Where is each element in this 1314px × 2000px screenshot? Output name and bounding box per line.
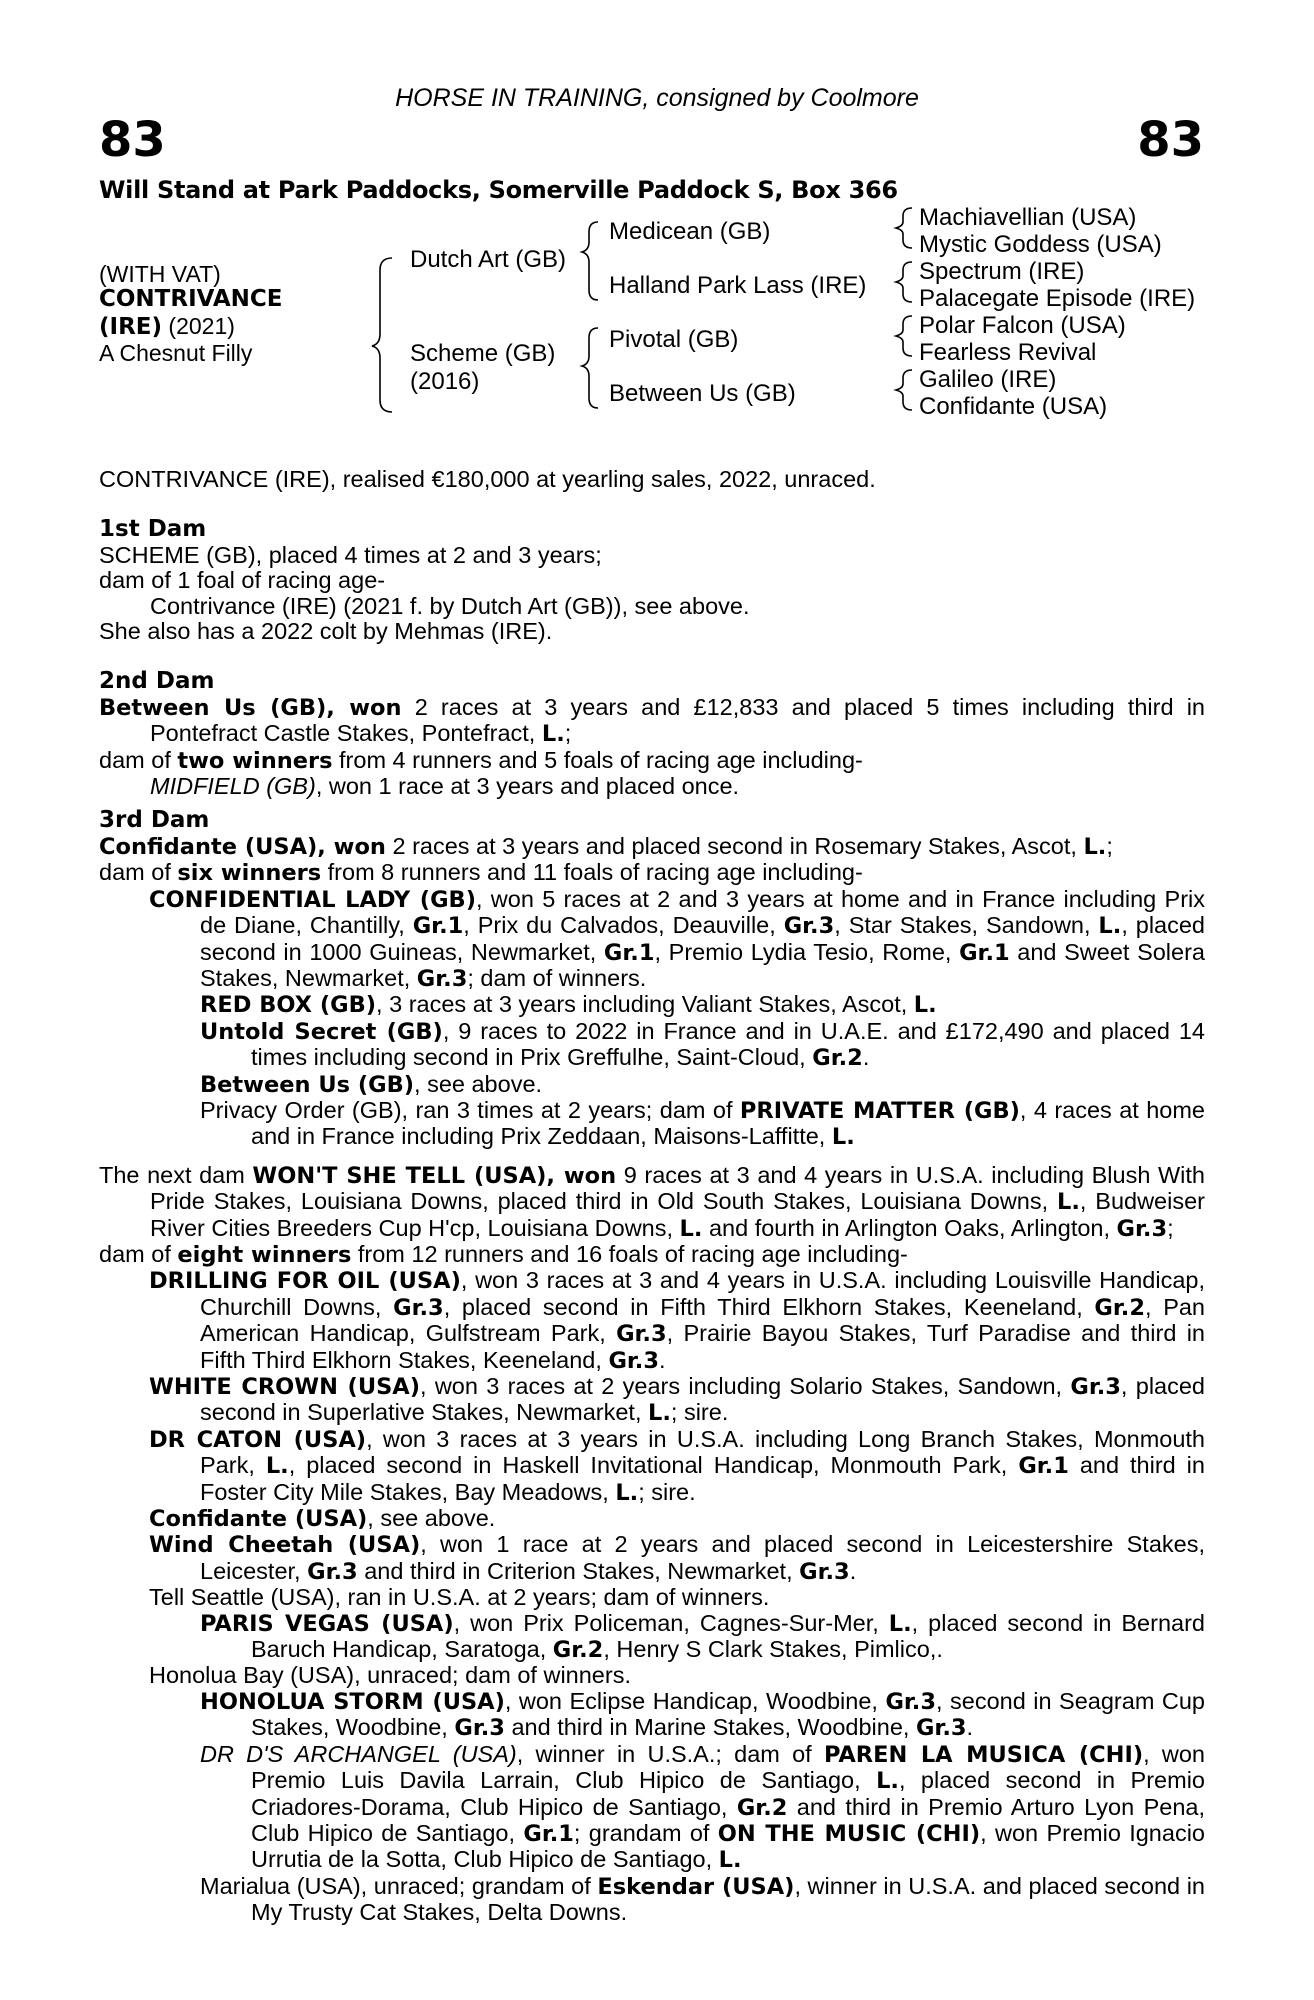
- sire-sire: Medicean (GB): [609, 218, 771, 245]
- gen3-6: Fearless Revival: [919, 339, 1097, 366]
- record-text: , winner in U.S.A.; dam of: [516, 1740, 824, 1767]
- tell-seattle-entry: Tell Seattle (USA), ran in U.S.A. at 2 years; dam of winners.: [149, 1584, 770, 1611]
- bracket-sire-dam: [372, 258, 392, 412]
- listed-mark: L.: [541, 721, 565, 748]
- consignment-header: HORSE IN TRAINING, consigned by Coolmore: [395, 84, 919, 112]
- record-text: , see above.: [414, 1070, 543, 1097]
- race-grade-mark: Gr.2: [1094, 1294, 1145, 1321]
- horse-origin: (IRE): [99, 314, 163, 340]
- race-grade-mark: Gr.3: [1116, 1215, 1168, 1242]
- record-text: dam of: [99, 746, 178, 773]
- second-dam-heading: 2nd Dam: [99, 668, 215, 695]
- record-text: from 4 runners and 5 foals of racing age including-: [332, 746, 863, 773]
- horse-name: CONFIDENTIAL LADY (GB): [149, 886, 476, 913]
- winners-count: two winners: [177, 747, 333, 774]
- bracket-scheme: [582, 328, 598, 408]
- horse-year: (2021): [162, 313, 235, 339]
- record-text: ; sire.: [670, 1399, 729, 1426]
- race-grade-mark: L.: [913, 992, 937, 1019]
- horse-name: DRILLING FOR OIL (USA): [149, 1268, 461, 1295]
- record-text: and third in Premio Arturo Lyon Pena, Club Hipico de Santiago,: [251, 1793, 1205, 1846]
- record-text: ; sire.: [638, 1478, 696, 1505]
- record-text: and third in Marine Stakes, Woodbine,: [504, 1714, 916, 1741]
- won-word: , won: [317, 833, 386, 860]
- second-dam-name: Between Us (GB): [99, 694, 327, 721]
- record-text: dam of: [99, 1240, 178, 1267]
- race-grade-mark: Gr.3: [799, 1558, 850, 1585]
- record-text: and Sweet Solera Stakes, Newmarket,: [200, 938, 1205, 991]
- record-text: Privacy Order (GB), ran 3 times at 2 years; dam of: [200, 1096, 740, 1123]
- race-grade-mark: L.: [831, 1124, 855, 1151]
- record-text: , Star Stakes, Sandown,: [834, 912, 1099, 939]
- confidante-entry: [99, 1506, 1205, 1532]
- third-dam-section: [99, 808, 1205, 1150]
- record-text: , won 3 races at 3 years in U.S.A. including Long Branch Stakes, Monmouth Park,: [200, 1425, 1206, 1479]
- record-text: , second in Seagram Cup Stakes, Woodbine,: [251, 1687, 1205, 1741]
- race-grade-mark: Gr.3: [885, 1688, 936, 1715]
- third-dam-record: [99, 834, 1205, 860]
- record-text: , placed second in Superlative Stakes, Newmarket,: [200, 1373, 1205, 1426]
- listed-mark: L.: [1083, 833, 1107, 860]
- race-grade-mark: Gr.2: [736, 1794, 788, 1821]
- second-dam-record: [99, 695, 1205, 748]
- horse-description: A Chesnut Filly: [99, 340, 253, 366]
- record-text: , 4 races at home and in France including Prix Zeddaan, Maisons-Laffitte,: [251, 1096, 1205, 1150]
- horse-name: Between Us (GB): [200, 1071, 415, 1098]
- record-text: , 9 races to 2022 in France and in U.A.E. and £172,490 and placed 14 times including second in Prix Greffulhe, Saint-Cloud,: [251, 1017, 1205, 1071]
- first-dam-heading: 1st Dam: [99, 516, 207, 543]
- next-dam-record: [99, 1163, 1205, 1242]
- bracket-halland: [896, 262, 912, 302]
- race-grade-mark: L.: [876, 1768, 899, 1795]
- record-text: 2 races at 3 years and £12,833 and placed 5 times including third in Pontefract Castle Stakes, Pontefract,: [150, 693, 1205, 747]
- record-text: ; grandam of: [573, 1819, 718, 1846]
- gen3-4: Palacegate Episode (IRE): [919, 285, 1196, 312]
- pedigree-chart: [0, 0, 1314, 440]
- race-grade-mark: L.: [718, 1847, 742, 1874]
- race-grade-mark: PAREN LA MUSICA (CHI): [823, 1741, 1144, 1768]
- record-text: .: [659, 1346, 666, 1373]
- race-grade-mark: Gr.3: [608, 1347, 659, 1374]
- second-dam-section: [99, 669, 1205, 799]
- record-text: , won Eclipse Handicap, Woodbine,: [504, 1687, 886, 1714]
- record-text: ;: [1106, 832, 1113, 859]
- record-text: , Prix du Calvados, Deauville,: [463, 912, 784, 939]
- paris-vegas-entry: [99, 1611, 1205, 1664]
- record-text: , won 3 races at 3 and 4 years in U.S.A. including Louisville Handicap, Churchill Downs,: [200, 1267, 1205, 1320]
- record-text: , placed second in Haskell Invitational Handicap, Monmouth Park,: [288, 1452, 1019, 1479]
- horse-name: DR CATON (USA): [149, 1426, 367, 1453]
- horse-name: PARIS VEGAS (USA): [200, 1610, 454, 1637]
- record-text: .: [849, 1557, 857, 1584]
- record-text: , Prairie Bayou Stakes, Turf Paradise and third in Fifth Third Elkhorn Stakes, Keeneland,: [200, 1320, 1205, 1373]
- record-text: ;: [1167, 1214, 1174, 1241]
- record-text: 9 races at 3 and 4 years in U.S.A. including Blush With Pride Stakes, Louisiana Downs, placed third in Old South Stakes, Louisiana Downs,: [150, 1161, 1205, 1215]
- first-dam-line-2: dam of 1 foal of racing age-: [99, 567, 386, 594]
- race-grade-mark: L.: [679, 1215, 703, 1242]
- horse-name: Untold Secret (GB): [200, 1018, 443, 1045]
- record-text: , Premio Lydia Tesio, Rome,: [654, 938, 960, 965]
- race-grade-mark: Gr.2: [812, 1045, 863, 1072]
- horse-name: WHITE CROWN (USA): [149, 1374, 421, 1400]
- privacy-order-entry: [99, 1098, 1205, 1151]
- record-text: , won Premio Ignacio Urrutia de la Sotta, Club Hipico de Santiago,: [251, 1819, 1205, 1873]
- record-text: ; dam of winners.: [467, 964, 647, 991]
- midfield-name: MIDFIELD (GB): [150, 773, 316, 800]
- race-grade-mark: ON THE MUSIC (CHI): [717, 1820, 981, 1847]
- race-grade-mark: Gr.3: [616, 1321, 667, 1348]
- race-grade-mark: L.: [1057, 1189, 1080, 1216]
- race-grade-mark: Gr.3: [307, 1558, 358, 1585]
- stand-location: Will Stand at Park Paddocks, Somerville Paddock S, Box 366: [99, 176, 898, 204]
- record-text: , see above.: [367, 1505, 496, 1532]
- lot-number-left: 83: [99, 112, 166, 168]
- drilling-for-oil-entry: [99, 1268, 1205, 1374]
- race-grade-mark: Gr.1: [603, 939, 655, 966]
- first-dam-section: [99, 517, 1205, 644]
- bracket-dutch-art: [582, 222, 598, 300]
- catalogue-body: [99, 467, 1205, 1926]
- record-text: , placed second in Bernard Baruch Handicap, Saratoga,: [251, 1609, 1205, 1663]
- marialua-entry: [99, 1874, 1205, 1926]
- horse-name: Confidante (USA): [149, 1506, 368, 1533]
- race-grade-mark: Gr.1: [1018, 1453, 1069, 1480]
- race-grade-mark: L.: [1098, 913, 1122, 940]
- gen3-8: Confidante (USA): [919, 393, 1108, 420]
- record-text: Marialua (USA), unraced; grandam of: [200, 1872, 598, 1899]
- next-dam-name: WON'T SHE TELL (USA): [252, 1162, 547, 1189]
- winners-count: eight winners: [177, 1241, 352, 1268]
- record-text: , won Premio Luis Davila Larrain, Club Hipico de Santiago,: [251, 1740, 1205, 1794]
- red-box-entry: [99, 992, 1205, 1018]
- wind-cheetah-entry: [99, 1532, 1205, 1585]
- winners-count: six winners: [177, 860, 322, 887]
- honolua-bay-entry: Honolua Bay (USA), unraced; dam of winners.: [149, 1662, 631, 1689]
- record-text: , Pan American Handicap, Gulfstream Park,: [200, 1293, 1206, 1347]
- race-grade-mark: Gr.3: [454, 1715, 505, 1742]
- gen3-3: Spectrum (IRE): [919, 258, 1085, 285]
- race-grade-mark: Gr.3: [783, 913, 835, 940]
- record-text: , won 1 race at 2 years and placed second in Leicestershire Stakes, Leicester,: [200, 1531, 1205, 1584]
- white-crown-entry: [99, 1374, 1205, 1427]
- next-dam-produce: [99, 1242, 1205, 1268]
- record-text: and fourth in Arlington Oaks, Arlington,: [702, 1214, 1117, 1241]
- vat-label: (WITH VAT): [99, 261, 221, 287]
- race-grade-mark: L.: [888, 1610, 912, 1637]
- first-dam-line-4: She also has a 2022 colt by Mehmas (IRE).: [99, 618, 553, 645]
- horse-name: Eskendar (USA): [597, 1873, 795, 1900]
- third-dam-heading: 3rd Dam: [99, 807, 210, 834]
- record-text: , won Prix Policeman, Cagnes-Sur-Mer,: [453, 1609, 889, 1636]
- race-grade-mark: L.: [648, 1400, 671, 1427]
- race-grade-mark: Gr.3: [915, 1715, 967, 1742]
- sire-dam: Halland Park Lass (IRE): [609, 272, 867, 299]
- horse-name: CONTRIVANCE: [99, 286, 283, 312]
- record-text: , placed second in Premio Criadores-Dorama, Club Hipico de Santiago,: [251, 1767, 1205, 1820]
- gen3-5: Polar Falcon (USA): [919, 312, 1126, 339]
- gen3-7: Galileo (IRE): [919, 366, 1057, 393]
- third-dam-produce: [99, 860, 1205, 886]
- horse-name: DR D'S ARCHANGEL (USA): [200, 1740, 517, 1767]
- bracket-pivotal: [896, 316, 912, 356]
- record-text: from 8 runners and 11 foals of racing age including-: [321, 859, 863, 886]
- race-grade-mark: Gr.2: [552, 1637, 604, 1664]
- second-dam-produce: [99, 748, 1205, 774]
- record-text: , Henry S Clark Stakes, Pimlico,.: [603, 1636, 943, 1663]
- horse-name: HONOLUA STORM (USA): [200, 1688, 505, 1715]
- dam-year: (2016): [410, 368, 480, 395]
- record-text: and third in Criterion Stakes, Newmarket,: [357, 1557, 800, 1584]
- race-grade-mark: Gr.3: [416, 965, 468, 992]
- first-dam-line-1: SCHEME (GB), placed 4 times at 2 and 3 years;: [99, 541, 602, 568]
- record-text: 2 races at 3 years and placed second in Rosemary Stakes, Ascot,: [385, 832, 1084, 859]
- confidential-lady-entry: [99, 887, 1205, 993]
- race-grade-mark: Gr.3: [393, 1294, 444, 1321]
- record-text: , won 5 races at 2 and 3 years at home and in France including Prix de Diane, Chantilly,: [200, 885, 1205, 939]
- lot-number-right: 83: [1137, 112, 1204, 168]
- gen3-1: Machiavellian (USA): [919, 204, 1137, 231]
- sale-summary: CONTRIVANCE (IRE), realised €180,000 at yearling sales, 2022, unraced.: [99, 466, 876, 492]
- dr-ds-archangel-entry: [99, 1742, 1205, 1874]
- midfield-entry: [99, 774, 1205, 799]
- record-text: , won 1 race at 3 years and placed once.: [315, 773, 740, 800]
- gen3-2: Mystic Goddess (USA): [919, 231, 1162, 258]
- bracket-medicean: [896, 208, 912, 248]
- dam-dam: Between Us (GB): [609, 380, 796, 407]
- race-grade-mark: L.: [615, 1479, 639, 1506]
- record-text: , 3 races at 3 years including Valiant Stakes, Ascot,: [376, 991, 914, 1018]
- first-dam-line-3: Contrivance (IRE) (2021 f. by Dutch Art (GB)), see above.: [150, 592, 750, 619]
- dam-sire: Pivotal (GB): [609, 326, 739, 353]
- race-grade-mark: Gr.3: [1070, 1374, 1121, 1400]
- record-text: ;: [564, 720, 572, 747]
- record-text: from 12 runners and 16 foals of racing age including-: [351, 1240, 908, 1267]
- between-us-entry: [99, 1072, 1205, 1098]
- horse-origin-year: [99, 313, 235, 340]
- horse-name: PRIVATE MATTER (GB): [739, 1097, 1020, 1124]
- dr-caton-entry: [99, 1427, 1205, 1506]
- record-text: , won 3 races at 2 years including Solario Stakes, Sandown,: [420, 1373, 1071, 1399]
- race-grade-mark: Gr.1: [959, 939, 1010, 966]
- record-text: , placed second in Fifth Third Elkhorn Stakes, Keeneland,: [443, 1293, 1095, 1320]
- untold-secret-entry: [99, 1019, 1205, 1072]
- race-grade-mark: L.: [265, 1453, 289, 1480]
- record-text: The next dam: [99, 1161, 253, 1188]
- record-text: dam of: [99, 859, 178, 886]
- sire: Dutch Art (GB): [410, 246, 567, 273]
- race-grade-mark: , won: [546, 1162, 617, 1189]
- dam: Scheme (GB): [410, 340, 556, 367]
- bracket-between-us: [896, 370, 912, 410]
- horse-name: RED BOX (GB): [200, 992, 377, 1019]
- horse-name: Wind Cheetah (USA): [149, 1532, 421, 1559]
- race-grade-mark: Gr.1: [523, 1820, 574, 1847]
- third-dam-name: Confidante (USA): [99, 833, 318, 860]
- record-text: , winner in U.S.A. and placed second in My Trusty Cat Stakes, Delta Downs.: [251, 1872, 1205, 1926]
- record-text: , placed second in 1000 Guineas, Newmarket,: [200, 912, 1206, 965]
- record-text: .: [966, 1714, 974, 1741]
- record-text: , Budweiser River Cities Breeders Cup H'cp, Louisiana Downs,: [150, 1188, 1205, 1241]
- next-dam-section: [99, 1163, 1205, 1926]
- race-grade-mark: Gr.1: [412, 913, 464, 940]
- record-text: .: [862, 1044, 870, 1071]
- record-text: and third in Foster City Mile Stakes, Bay Meadows,: [200, 1452, 1205, 1505]
- honolua-storm-entry: [99, 1689, 1205, 1742]
- won-word: , won: [326, 694, 402, 721]
